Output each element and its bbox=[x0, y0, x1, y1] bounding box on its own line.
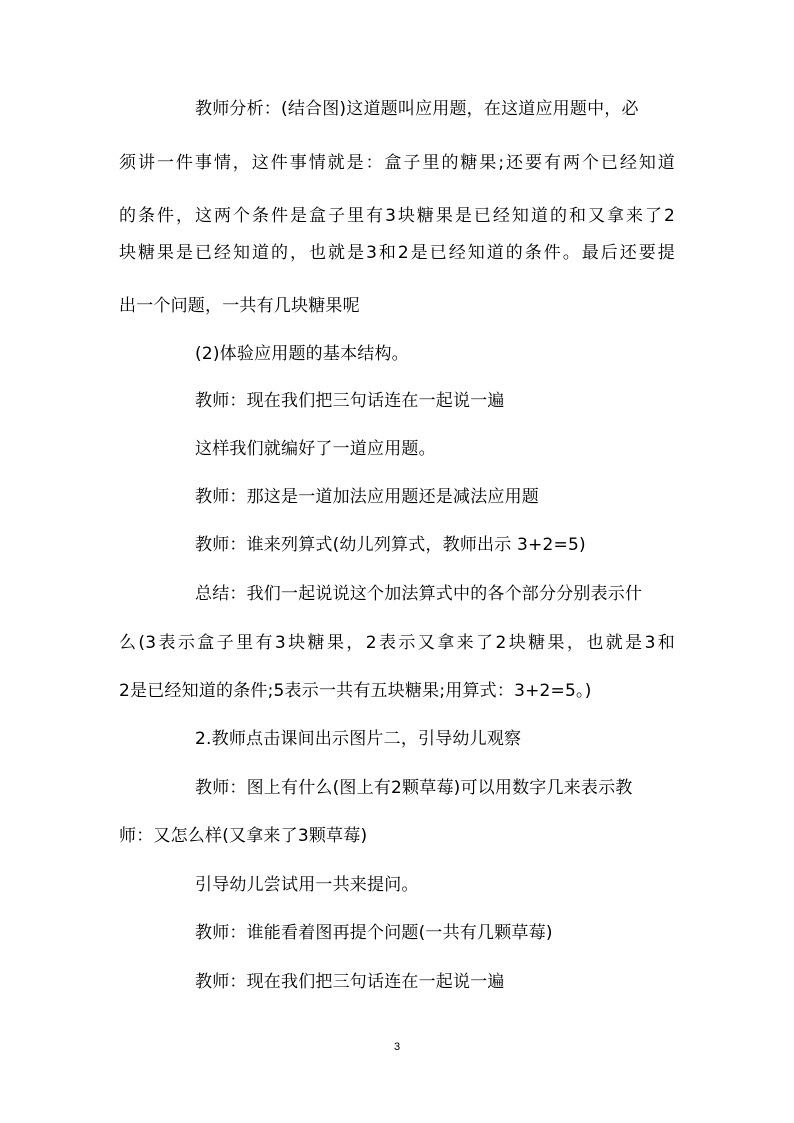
paragraph-line: 2是已经知道的条件;5表示一共有五块糖果;用算式：3+2=5。) bbox=[119, 681, 592, 701]
paragraph-line: 教师：谁来列算式(幼儿列算式，教师出示 3+2=5) bbox=[195, 535, 586, 555]
paragraph-line: 的条件，这两个条件是盒子里有3块糖果是已经知道的和又拿来了2 bbox=[119, 206, 675, 226]
paragraph-line: 么(3表示盒子里有3块糖果，2表示又拿来了2块糖果，也就是3和 bbox=[119, 633, 675, 653]
section-heading: (2)体验应用题的基本结构。 bbox=[195, 344, 409, 364]
paragraph-line: 总结：我们一起说说这个加法算式中的各个部分分别表示什 bbox=[195, 584, 643, 604]
paragraph-line: 教师：那这是一道加法应用题还是减法应用题 bbox=[195, 487, 539, 507]
paragraph-line: 块糖果是已经知道的，也就是3和2是已经知道的条件。最后还要提 bbox=[119, 243, 675, 263]
page-number: 3 bbox=[393, 1041, 401, 1053]
paragraph-line: 教师：图上有什么(图上有2颗草莓)可以用数字几来表示教 bbox=[195, 778, 633, 798]
paragraph-line: 引导幼儿尝试用一共来提问。 bbox=[195, 875, 419, 895]
paragraph-line: 这样我们就编好了一道应用题。 bbox=[195, 439, 436, 459]
paragraph-line: 教师分析：(结合图)这道题叫应用题，在这道应用题中，必 bbox=[195, 99, 639, 119]
paragraph-line: 出一个问题，一共有几块糖果呢 bbox=[119, 296, 360, 316]
paragraph-line: 教师：现在我们把三句话连在一起说一遍 bbox=[195, 972, 505, 992]
paragraph-line: 师：又怎么样(又拿来了3颗草莓) bbox=[119, 826, 368, 846]
section-heading: 2.教师点击课间出示图片二，引导幼儿观察 bbox=[195, 729, 522, 749]
paragraph-line: 教师：谁能看着图再提个问题(一共有几颗草莓) bbox=[195, 923, 553, 943]
paragraph-line: 教师：现在我们把三句话连在一起说一遍 bbox=[195, 391, 505, 411]
paragraph-line: 须讲一件事情，这件事情就是：盒子里的糖果;还要有两个已经知道 bbox=[119, 153, 675, 173]
